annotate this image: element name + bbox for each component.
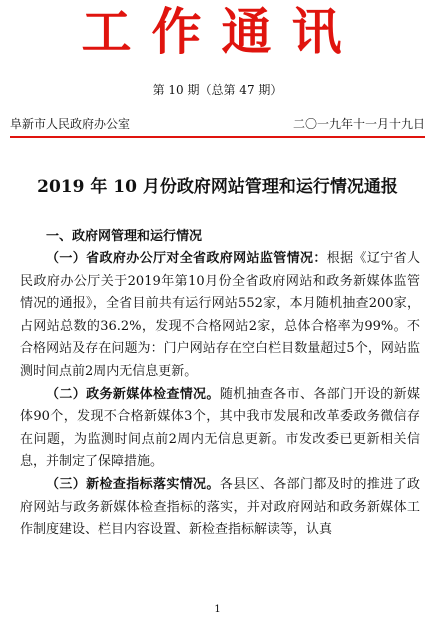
paragraph-2-lead: （二）政务新媒体检查情况。 [46, 386, 220, 402]
paragraph-2-body: 随机抽查各市、各部门开设的新媒体90个，发现不合格新媒体3个，其中我市发展和改革委政务微信存在问题，为监测时间点前2周内无信息更新。市发改委已更新相关信息，并制定了保障措施。 [20, 386, 420, 470]
paragraph-1-lead: （一）省政府办公厅对全省政府网站监管情况： [46, 251, 327, 266]
paragraph-1-body: 根据《辽宁省人民政府办公厅关于2019年第10月份全省政府网站和政务新媒体监管情况的通报》，全省目前共有运行网站552家，本月随机抽查200家，占网站总数的36.2%，发现不合格网站2家，总体合格率为99%。不合格网站及存在问题为：门户网站存在空白栏目数量超过5个，网站监测时间点前2周内无信息更新。 [20, 251, 420, 379]
issue-number: 第 10 期（总第 47 期） [152, 83, 283, 97]
paragraph-2 [20, 384, 420, 474]
issue-date: 二〇一九年十一月十九日 [292, 117, 425, 131]
page-number: 1 [214, 604, 221, 615]
paragraph-3 [20, 474, 420, 542]
issuer-name: 阜新市人民政府办公室 [10, 117, 131, 131]
masthead-title: 工作通讯 [81, 3, 362, 61]
red-divider-line [10, 136, 425, 138]
document-body [20, 226, 420, 542]
paragraph-1 [20, 248, 420, 384]
paragraph-3-lead: （三）新检查指标落实情况。 [46, 476, 220, 492]
document-title: 2019 年 10 月份政府网站管理和运行情况通报 [37, 177, 398, 197]
section-heading: 一、政府网管理和运行情况 [46, 229, 203, 244]
paragraph-3-body: 各县区、各部门都及时的推进了政府网站与政务新媒体检查指标的落实，并对政府网站和政务新媒体工作制度建设、栏目内容设置、新检查指标解读等，认真 [20, 476, 420, 538]
